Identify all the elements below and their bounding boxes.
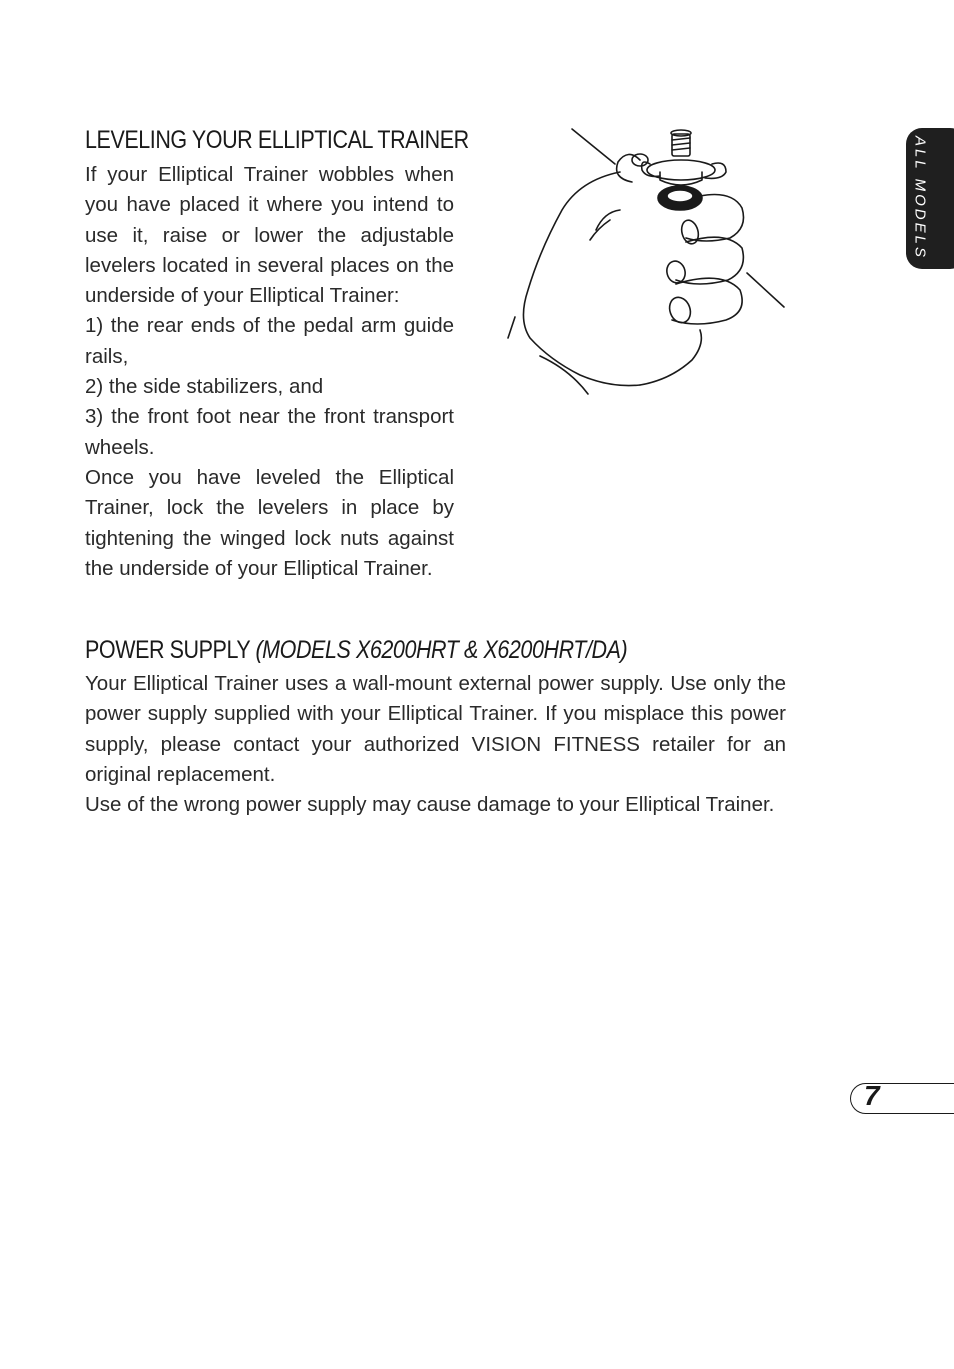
power-supply-paragraph: Your Elliptical Trainer uses a wall-mount external power supply. Use only the power supply supplied with your Elliptical Trainer. If you misplace this power supply, please contact your authorized VISION FITNESS retailer for an original replacement.: [85, 672, 786, 786]
leveling-step-2: 2) the side stabilizers, and: [85, 375, 324, 399]
leveling-step-3: 3) the front foot near the front transport wheels.: [85, 405, 454, 459]
leveling-step-1: 1) the rear ends of the pedal arm guide rails,: [85, 314, 454, 368]
leveling-instructions: [85, 160, 454, 584]
leveling-lock-paragraph: Once you have leveled the Elliptical Trainer, lock the levelers in place by tightening the winged lock nuts against the underside of your Elliptical Trainer.: [85, 465, 454, 580]
power-supply-models: (MODELS X6200HRT & X6200HRT/DA): [255, 636, 628, 664]
power-supply-title: POWER SUPPLY: [85, 636, 250, 664]
power-supply-instructions: [85, 669, 786, 820]
side-tab-label: ALL MODELS: [911, 136, 929, 260]
section-title-leveling: LEVELING YOUR ELLIPTICAL TRAINER: [85, 126, 469, 154]
section-title-power-supply: [85, 636, 627, 665]
hand-adjusting-leveler-icon: [500, 120, 800, 405]
page-number: 7: [864, 1080, 880, 1111]
power-supply-warning: Use of the wrong power supply may cause damage to your Elliptical Trainer.: [85, 793, 775, 817]
leveling-intro-paragraph: If your Elliptical Trainer wobbles when you have placed it where you intend to use it, raise or lower the adjustable levelers located in several places on the underside of your Elliptical Trainer:: [85, 163, 454, 308]
